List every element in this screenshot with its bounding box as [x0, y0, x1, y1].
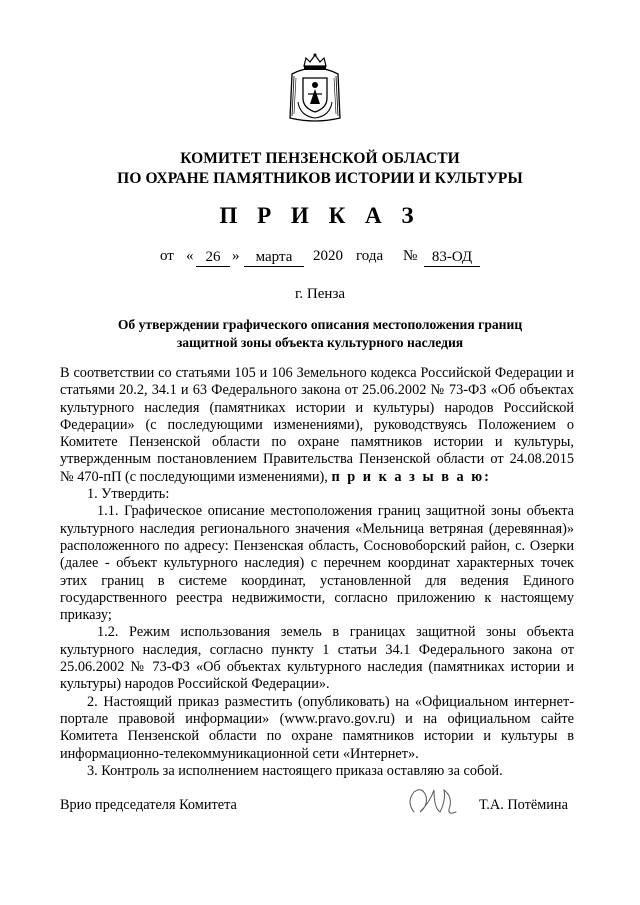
date-year-label: года [356, 248, 384, 264]
paragraph-1-1: 1.1. Графическое описание местоположения границ защитной зоны объекта культурного наследия регионального значения «Мельница ветряная (деревянная)» расположенного по адресу: Пензенская область, Сосновоборский район, с. Озерки (далее - объект культурного наследия) с перечнем координат характерных точек этих границ в системе координат, установленной для ведения Единого государственного реестра недвижимости, согласно приложению к настоящему приказу; [60, 503, 574, 624]
city: г. Пенза [294, 286, 346, 302]
date-from-label: от [160, 248, 174, 264]
preamble-text: В соответствии со статьями 105 и 106 Земельного кодекса Российской Федерации и статьями 20.2, 34.1 и 63 Федерального закона от 25.06.2002 № 73-ФЗ «Об объектах культурного наследия (памятниках истории и культуры) народов Российской Федерации» (с последующими изменениями), руководствуясь Положением о Комитете Пензенской области по охране памятников истории и культуры, утвержденным постановлением Правительства Пензенской области от 24.08.2015 № 470-пП (с последующими изменениями), [60, 365, 574, 485]
document-title: П Р И К А З [219, 203, 421, 228]
paragraph-2: 2. Настоящий приказ разместить (опубликовать) на «Официальном интернет-портале правовой информации» (www.pravo.gov.ru) и на официальном сайте Комитета Пензенской области по охране памятников истории и культуры в информационно-телекоммуникационной сети «Интернет». [60, 693, 574, 762]
date-number-line [0, 248, 640, 268]
org-name-line1: КОМИТЕТ ПЕНЗЕНСКОЙ ОБЛАСТИ [180, 150, 460, 167]
number-sign: № [403, 248, 418, 264]
paragraph-1: 1. Утвердить: [87, 486, 170, 503]
subject-line1: Об утверждении графического описания местоположения границ [117, 317, 523, 332]
document-body [60, 365, 574, 780]
preamble-paragraph [60, 365, 574, 486]
date-day: 26 [196, 248, 230, 267]
penza-coat-of-arms-icon [286, 52, 344, 124]
date-quote-open: « [186, 248, 194, 264]
document-subject [0, 316, 640, 352]
signatory-name: Т.А. Потёмина [479, 797, 568, 813]
org-name-line2: ПО ОХРАНЕ ПАМЯТНИКОВ ИСТОРИИ И КУЛЬТУРЫ [117, 170, 523, 187]
paragraph-3: 3. Контроль за исполнением настоящего приказа оставляю за собой. [87, 762, 503, 779]
date-month: марта [244, 248, 304, 267]
subject-line2: защитной зоны объекта культурного наследия [176, 335, 464, 350]
date-year: 2020 [313, 248, 343, 264]
signatory-position: Врио председателя Комитета [60, 797, 237, 813]
handwritten-signature [400, 782, 470, 822]
document-number: 83-ОД [424, 248, 480, 267]
paragraph-1-2: 1.2. Режим использования земель в границах защитной зоны объекта культурного наследия, согласно пункту 1 статьи 34.1 Федерального закона от 25.06.2002 № 73-ФЗ «Об объектах культурного наследия (памятниках истории и культуры) народов Российской Федерации». [60, 624, 574, 693]
order-word: п р и к а з ы в а ю: [331, 468, 491, 485]
date-quote-close: » [232, 248, 240, 264]
